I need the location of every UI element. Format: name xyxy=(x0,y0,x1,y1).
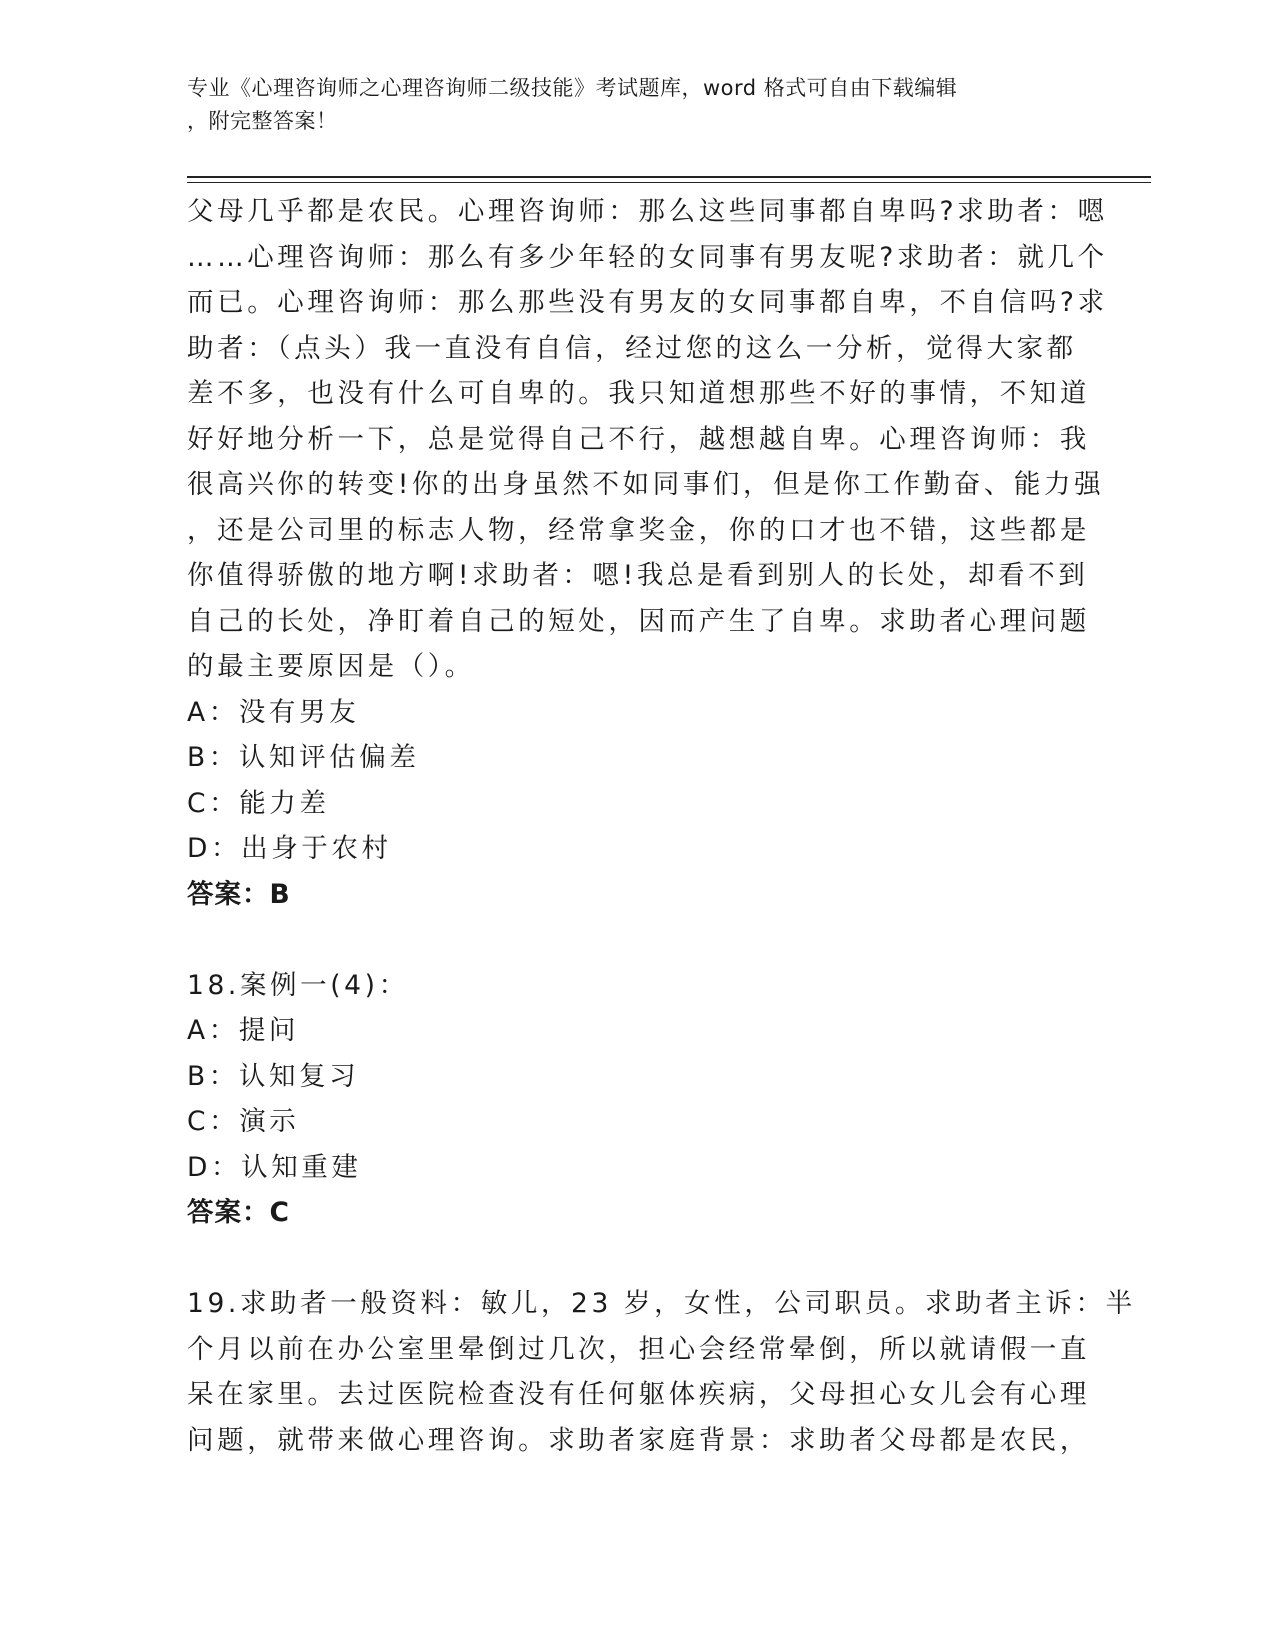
question-text-line: 而已。心理咨询师：那么那些没有男友的女同事都自卑，不自信吗?求 xyxy=(187,287,1108,318)
option-c: C：演示 xyxy=(187,1106,300,1137)
option-a: A：没有男友 xyxy=(187,696,360,728)
question-text-line: 你值得骄傲的地方啊!求助者：嗯!我总是看到别人的长处，却看不到 xyxy=(187,560,1089,591)
option-d: D：认知重建 xyxy=(187,1151,362,1183)
question-text-line: ……心理咨询师：那么有多少年轻的女同事有男友呢?求助者：就几个 xyxy=(187,241,1108,273)
answer-line: 答案：B xyxy=(187,878,291,910)
question-text-line: 差不多，也没有什么可自卑的。我只知道想那些不好的事情，不知道 xyxy=(187,378,1090,409)
header-line-1: 专业《心理咨询师之心理咨询师二级技能》考试题库，word 格式可自由下载编辑 xyxy=(187,76,958,100)
question-18 xyxy=(187,963,1087,1236)
question-text-line: 很高兴你的转变!你的出身虽然不如同事们，但是你工作勤奋、能力强 xyxy=(187,469,1105,500)
question-text-line: 自己的长处，净盯着自己的短处，因而产生了自卑。求助者心理问题 xyxy=(187,605,1090,637)
question-text-line: 19.求助者一般资料：敏儿，23 岁，女性，公司职员。求助者主诉：半 xyxy=(187,1288,1136,1319)
question-spacer xyxy=(187,917,1087,963)
document-body xyxy=(187,189,1136,1463)
question-text-line: 的最主要原因是（）。 xyxy=(187,651,475,682)
question-text-line: 父母几乎都是农民。心理咨询师：那么这些同事都自卑吗?求助者：嗯 xyxy=(187,196,1108,227)
option-d: D：出身于农村 xyxy=(187,833,392,864)
question-17 xyxy=(187,189,1108,917)
header-divider-thin xyxy=(187,182,1151,183)
question-text-line: 个月以前在办公室里晕倒过几次，担心会经常晕倒，所以就请假一直 xyxy=(187,1333,1090,1365)
question-text-line: 好好地分析一下，总是觉得自己不行，越想越自卑。心理咨询师：我 xyxy=(187,423,1090,455)
option-b: B：认知复习 xyxy=(187,1060,360,1092)
option-a: A：提问 xyxy=(187,1015,300,1046)
question-text-line: 18.案例一(4)： xyxy=(187,969,409,1001)
question-19 xyxy=(187,1281,1136,1463)
document-header xyxy=(187,72,1067,138)
question-text-line: 问题，就带来做心理咨询。求助者家庭背景：求助者父母都是农民， xyxy=(187,1424,1090,1456)
question-text-line: 助者：（点头）我一直没有自信，经过您的这么一分析，觉得大家都 xyxy=(187,332,1077,364)
option-b: B：认知评估偏差 xyxy=(187,742,420,773)
answer-line: 答案：C xyxy=(187,1197,290,1228)
header-divider-thick xyxy=(187,176,1151,178)
question-text-line: 呆在家里。去过医院检查没有任何躯体疾病，父母担心女儿会有心理 xyxy=(187,1379,1090,1410)
question-spacer xyxy=(187,1236,1087,1282)
option-c: C：能力差 xyxy=(187,787,330,819)
question-text-line: ，还是公司里的标志人物，经常拿奖金，你的口才也不错，这些都是 xyxy=(187,514,1090,546)
header-line-2: ，附完整答案！ xyxy=(187,109,338,133)
